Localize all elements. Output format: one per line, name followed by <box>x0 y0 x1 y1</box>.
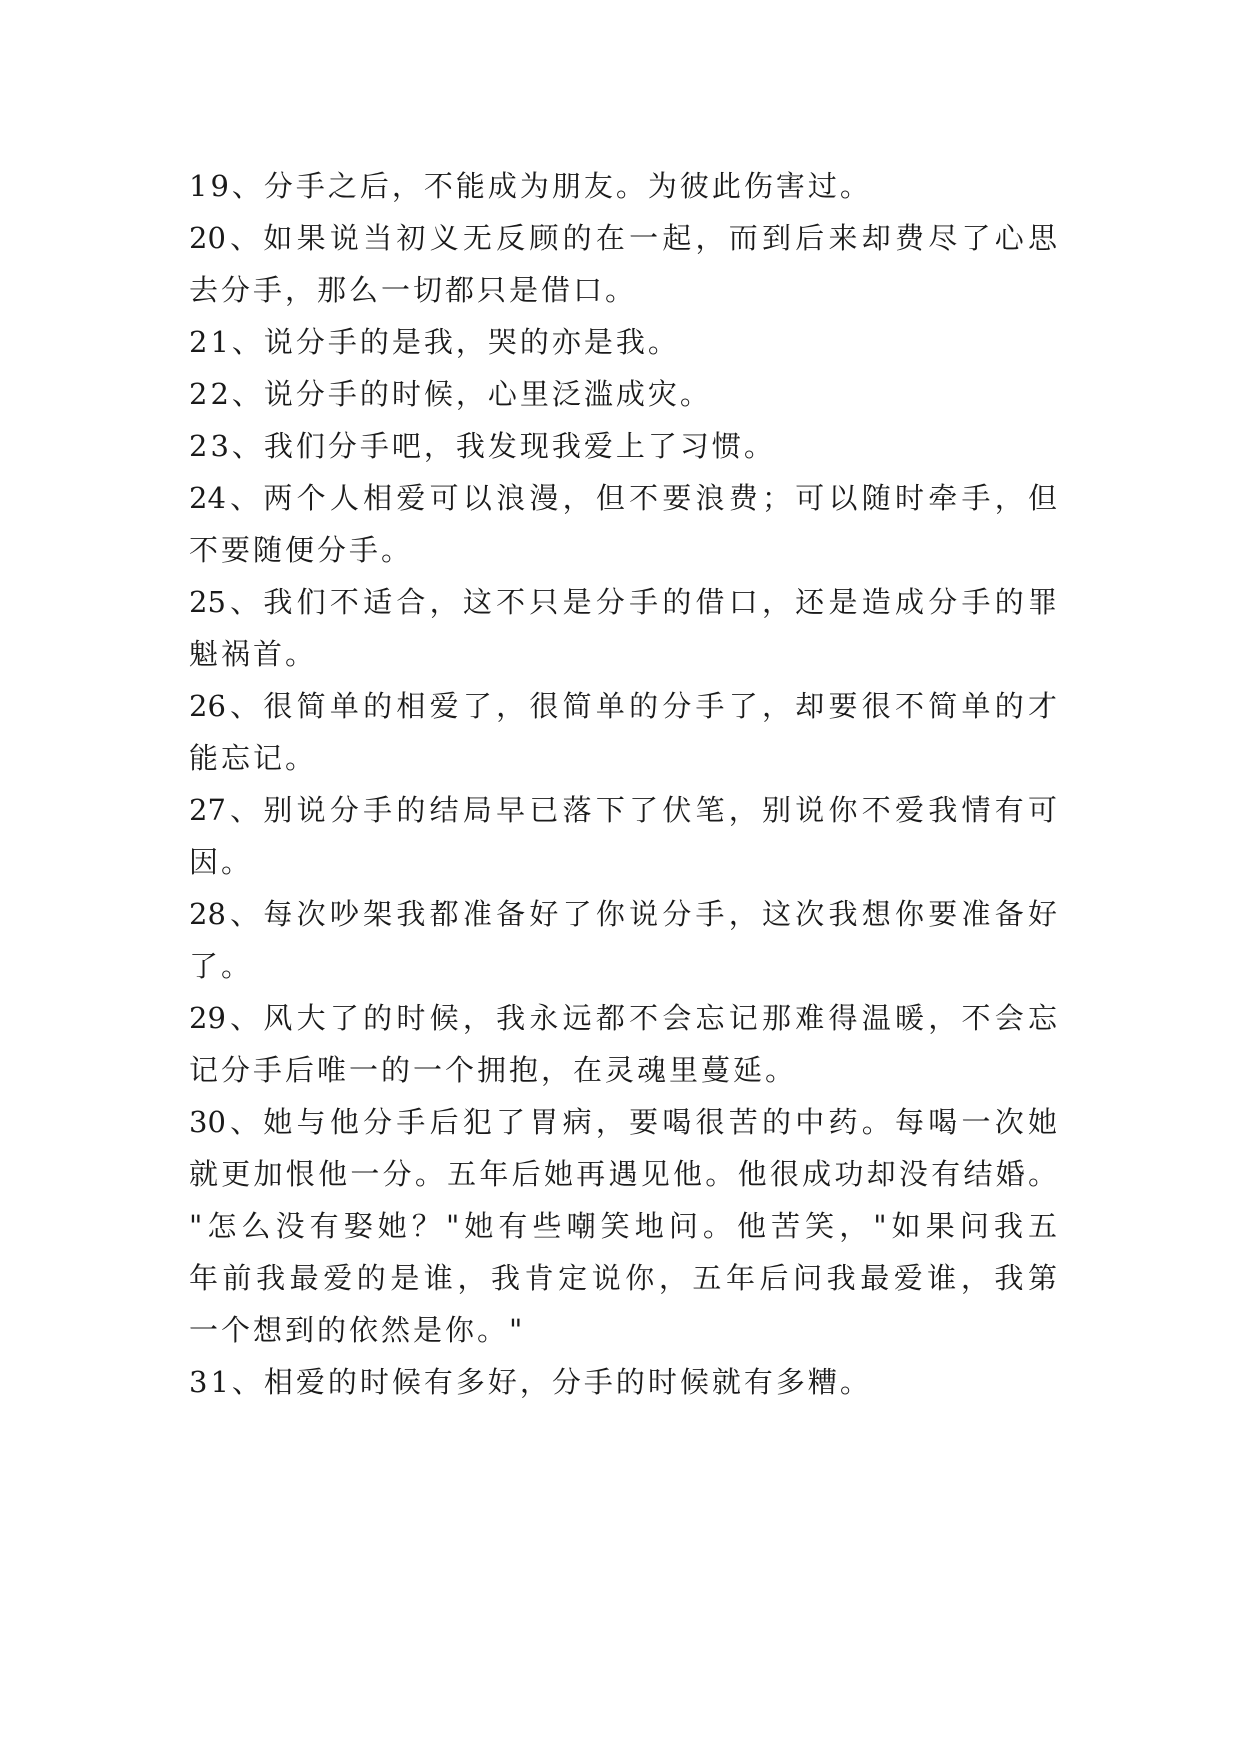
text-line: 能忘记。 <box>189 741 318 775</box>
text-line: 就更加恨他一分。五年后她再遇见他。他很成功却没有结婚。 <box>189 1157 1057 1191</box>
list-item-20 <box>189 212 1057 316</box>
text-line: 19、分手之后，不能成为朋友。为彼此伤害过。 <box>189 169 872 203</box>
text-line: 20、如果说当初义无反顾的在一起，而到后来却费尽了心思 <box>189 221 1057 255</box>
list-item-30 <box>189 1096 1057 1356</box>
text-line: 了。 <box>189 949 254 983</box>
text-line: 因。 <box>189 845 254 879</box>
list-item-19 <box>189 160 1057 212</box>
text-line: 23、我们分手吧，我发现我爱上了习惯。 <box>189 429 776 463</box>
text-line: 27、别说分手的结局早已落下了伏笔，别说你不爱我情有可 <box>189 793 1057 827</box>
list-item-26 <box>189 680 1057 784</box>
text-line: 29、风大了的时候，我永远都不会忘记那难得温暖，不会忘 <box>189 1001 1057 1035</box>
list-item-22 <box>189 368 1057 420</box>
text-line: 记分手后唯一的一个拥抱，在灵魂里蔓延。 <box>189 1053 798 1087</box>
list-item-27 <box>189 784 1057 888</box>
text-line: 年前我最爱的是谁，我肯定说你，五年后问我最爱谁，我第 <box>189 1261 1057 1295</box>
text-line: 22、说分手的时候，心里泛滥成灾。 <box>189 377 712 411</box>
list-item-29 <box>189 992 1057 1096</box>
text-line: 一个想到的依然是你。" <box>189 1313 526 1347</box>
list-item-21 <box>189 316 1057 368</box>
text-line: 24、两个人相爱可以浪漫，但不要浪费；可以随时牵手，但 <box>189 481 1057 515</box>
text-line: 魁祸首。 <box>189 637 318 671</box>
list-item-28 <box>189 888 1057 992</box>
text-line: 26、很简单的相爱了，很简单的分手了，却要很不简单的才 <box>189 689 1057 723</box>
text-line: "怎么没有娶她？"她有些嘲笑地问。他苦笑，"如果问我五 <box>189 1209 1057 1243</box>
list-item-25 <box>189 576 1057 680</box>
text-line: 28、每次吵架我都准备好了你说分手，这次我想你要准备好 <box>189 897 1057 931</box>
list-item-31 <box>189 1356 1057 1408</box>
document-page <box>189 160 1057 1408</box>
text-line: 30、她与他分手后犯了胃病，要喝很苦的中药。每喝一次她 <box>189 1105 1057 1139</box>
text-line: 21、说分手的是我，哭的亦是我。 <box>189 325 680 359</box>
text-line: 31、相爱的时候有多好，分手的时候就有多糟。 <box>189 1365 872 1399</box>
list-item-24 <box>189 472 1057 576</box>
text-line: 不要随便分手。 <box>189 533 414 567</box>
text-line: 25、我们不适合，这不只是分手的借口，还是造成分手的罪 <box>189 585 1057 619</box>
text-line: 去分手，那么一切都只是借口。 <box>189 273 638 307</box>
list-item-23 <box>189 420 1057 472</box>
